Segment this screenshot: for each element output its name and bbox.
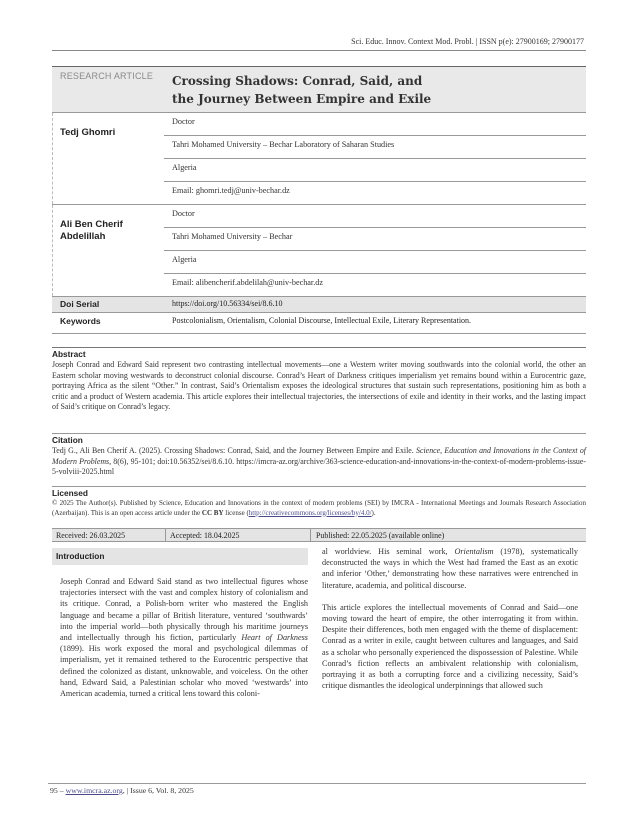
author-1-degree: Doctor — [164, 113, 586, 136]
body-column-right — [322, 546, 578, 702]
intro-paragraph-2: This article explores the intellectual movements of Conrad and Said—one moving toward the heart of empire, the other interrogating it from within. Despite their differences, both men engaged with the theme of displacement: Conrad as a writer in exile, caught between cultures and languages, and Said as a scholar who personally experienced the dispossession of Palestine. While Conrad’s fiction reflects an ambivalent relationship with colonialism, portraying it as both a corrupting force and a civilizing necessity, Said’s critique dismantles the ideological underpinnings that allowed such — [322, 602, 578, 691]
author-1-country: Algeria — [164, 159, 586, 182]
abstract-heading: Abstract — [52, 349, 86, 359]
keywords-row — [52, 313, 586, 334]
license-link[interactable]: http://creativecommons.org/licenses/by/4.0/ — [248, 508, 372, 517]
decorative-dash-border — [52, 205, 58, 296]
author-2-degree: Doctor — [164, 205, 586, 228]
abstract-text: Joseph Conrad and Edward Said represent two contrasting intellectual movements—one a Western writer moving southwards into the colonial world, the other an Eastern scholar moving westwards to deconstruct colonial discourse. Conrad’s Heart of Darkness critiques imperialism yet remains bound within a Eurocentric gaze, portraying Africa as the silent “Other.” In contrast, Said’s Orientalism exposes the ideological structures that sustain such representations, positioning him as both a critic and a product of Western academia. This article explores their intellectual trajectories, the intersections of exile and identity in their works, and the lasting impact of Said’s critique on Conrad’s legacy. — [52, 360, 586, 412]
author-1-affiliation: Tahri Mohamed University – Bechar Laboratory of Saharan Studies — [164, 136, 586, 159]
keywords-value: Postcolonialism, Orientalism, Colonial Discourse, Intellectual Exile, Literary Representation. — [164, 313, 586, 334]
date-separator — [310, 529, 311, 542]
citation-section — [52, 433, 586, 478]
author-2-email[interactable]: Email: alibencherif.abdelilah@univ-bechar.dz — [164, 274, 586, 297]
footer-rule — [48, 783, 586, 784]
article-type-label: RESEARCH ARTICLE — [60, 71, 154, 81]
accepted-date: Accepted: 18.04.2025 — [170, 531, 240, 540]
author-2-name: Ali Ben Cherif Abdelillah — [60, 219, 123, 242]
doi-value[interactable]: https://doi.org/10.56334/sei/8.6.10 — [164, 297, 586, 313]
intro-paragraph-1-continued: al worldview. His seminal work, Orientalism (1978), systematically deconstructed the ways in which the West had framed the East as an exotic and inferior ‘Other,’ demonstrating how these narratives were entrenched in literature, academia, and political discourse. — [322, 547, 579, 590]
author-1-email[interactable]: Email: ghomri.tedj@univ-bechar.dz — [164, 182, 586, 205]
keywords-label: Keywords — [60, 316, 101, 326]
running-head: Sci. Educ. Innov. Context Mod. Probl. | ISSN p(e): 27900169; 27900177 — [351, 37, 584, 46]
license-text: © 2025 The Author(s). Published by Science, Education and Innovations in the context of modern problems (SEI) by IMCRA - International Meetings and Journals Research Association (Azerbaijan). This is an open access article under the CC BY license (http://creativecommons.org/licenses/by/4.0/). — [52, 499, 586, 517]
header-rule — [52, 50, 586, 51]
intro-paragraph-1: Joseph Conrad and Edward Said stand as two intellectual figures whose trajectories intersect with the vast and complex history of colonialism and its critique. Conrad, a Polish-born writer who mastered the English language and became a pillar of British literature, ventured ‘southwards’ into the imperial world—both physically through his maritime journeys and intellectually through his fiction, particularly Heart of Darkness (1899). His work exposed the moral and psychological dilemmas of imperialism, yet it remained tethered to the Eurocentric perspective that defined the colonized as distant, unknowable, and voiceless. On the other hand, Edward Said, a Palestinian scholar who moved ‘westwards’ into American academia, turned a critical lens toward this coloni- — [60, 577, 308, 699]
article-title-line-1: Crossing Shadows: Conrad, Said, and — [172, 74, 423, 88]
author-2-row — [52, 205, 586, 228]
decorative-dash-border — [52, 113, 58, 204]
author-2-affiliation: Tahri Mohamed University – Bechar — [164, 228, 586, 251]
author-1-row — [52, 113, 586, 136]
page-footer: 95 – www.imcra.az.org, | Issue 6, Vol. 8, 2025 — [50, 786, 194, 795]
license-section — [52, 486, 586, 518]
date-separator — [165, 529, 166, 542]
dates-bar — [52, 528, 586, 542]
license-heading: Licensed — [52, 488, 88, 498]
body-column-left — [60, 576, 308, 710]
article-title-line-2: the Journey Between Empire and Exile — [172, 92, 432, 106]
published-date: Published: 22.05.2025 (available online) — [316, 531, 445, 540]
title-row — [52, 67, 586, 113]
received-date: Received: 26.03.2025 — [56, 531, 126, 540]
doi-row — [52, 297, 586, 313]
abstract-section — [52, 347, 586, 413]
article-info-table — [52, 66, 586, 334]
doi-label: Doi Serial — [60, 299, 100, 309]
citation-heading: Citation — [52, 435, 83, 445]
author-2-country: Algeria — [164, 251, 586, 274]
citation-journal: Science, Education and Innovations in the Context of Modern Problems — [52, 446, 587, 466]
citation-text: Tedj G., Ali Ben Cherif A. (2025). Crossing Shadows: Conrad, Said, and the Journey Between Empire and Exile. Science, Education and Innovations in the Context of Modern Problems, 8(6), 95-101; doi:10.56352/sei/8.6.10. https://imcra-az.org/archive/363-science-education-and-innovations-in-the-context-of-modern-problems-issue-5-volviii-2025.html — [52, 446, 587, 477]
author-1-name: Tedj Ghomri — [60, 127, 116, 138]
cc-by-label: CC BY — [201, 508, 224, 517]
introduction-heading: Introduction — [52, 548, 308, 565]
footer-site-link[interactable]: www.imcra.az.org — [65, 786, 123, 795]
